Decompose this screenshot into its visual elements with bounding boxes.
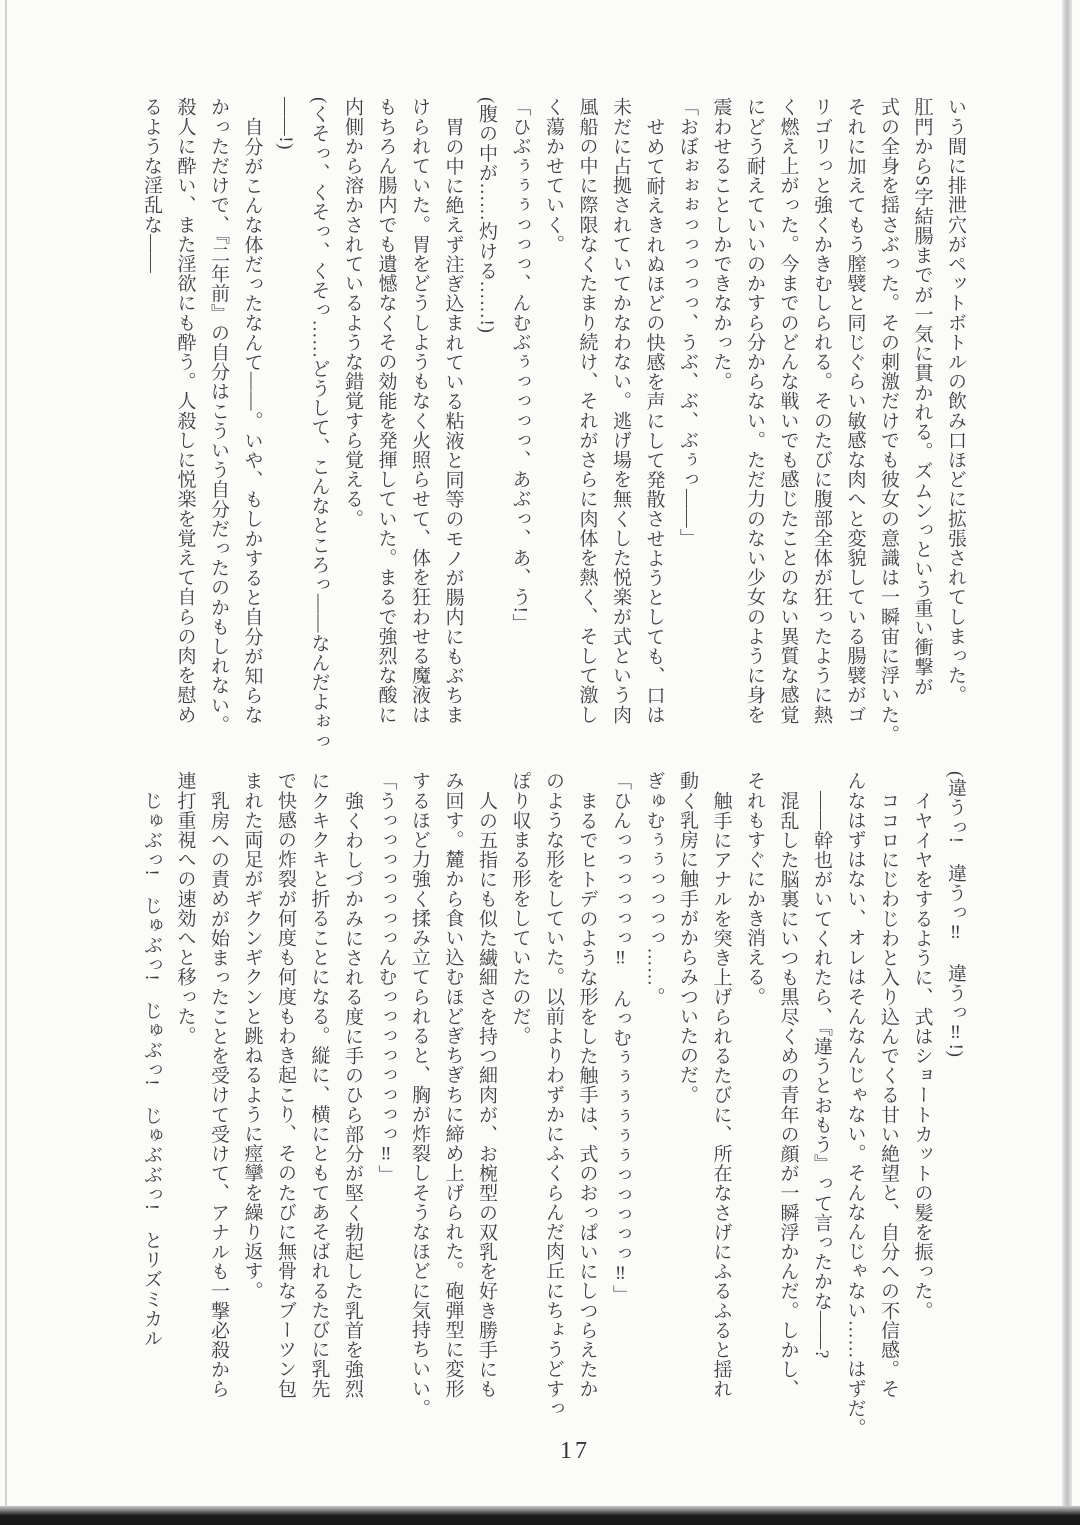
text-line: 「うっっっっっっっんむっっっっっっっっ‼」 (375, 771, 397, 1185)
scan-edge-right (1062, 0, 1072, 1525)
text-line: それもすぐにかき消える。 (744, 771, 765, 1007)
text-line: 殺人に酔い、また淫欲にも酔う。人殺しに悦楽を覚えて自らの肉を慰め (174, 97, 196, 725)
text-line: それに加えてもう膣襞と同じぐらい敏感な肉へと変貌している腸襞がゴ (844, 97, 866, 725)
text-line: 自分がこんな体だったなんて――。いや、もしかすると自分が知らな (241, 117, 263, 725)
text-line: 動く乳房に触手がからみついたのだ。 (677, 771, 698, 1105)
text-line: く燃え上がった。今までのどんな戦いでも感じたことのない異質な感覚 (777, 97, 799, 725)
text-line: (腹の中が……灼ける……!) (476, 97, 497, 334)
text-line: (違うっ! 違うっ‼ 違うっ‼!) (945, 771, 966, 1058)
text-line: 「ひんっっっっっっ‼ んっむぅぅぅぅぅぅっっっっっ‼」 (610, 771, 631, 1305)
text-line: いう間に排泄穴がペットボトルの飲み口ほどに拡張されてしまった。 (945, 97, 966, 705)
text-line: 胃の中に絶えず注ぎ込まれている粘液と同等のモノが腸内にもぶちま (442, 117, 464, 725)
page-number: 17 (560, 1438, 590, 1464)
text-line: 混乱した脳裏にいつも黒尽くめの青年の顔が一瞬浮かんだ。しかし、 (777, 791, 799, 1399)
text-line: じゅぶっ! じゅぶっ! じゅぶっ! じゅぶぶっ! とリズミカル (141, 791, 162, 1348)
text-line: かっただけで、『二年前』の自分はこういう自分だったのかもしれない。 (208, 97, 229, 735)
text-line: 震わせることしかできなかった。 (710, 97, 732, 391)
text-line: み回す。麓から食い込むほどぎちぎちに締め上げられた。砲弾型に変形 (442, 771, 464, 1399)
text-line: イヤイヤをするように、式はショートカットの髪を振った。 (911, 791, 933, 1321)
text-line: るような淫乱な―― (141, 97, 162, 274)
text-line: 触手にアナルを突き上げられるたびに、所在なさげにふるふると揺れ (710, 791, 732, 1399)
text-line: リゴリっと強くかきむしられる。そのたびに腹部全体が狂ったように熱 (811, 97, 832, 725)
text-line: 乳房への責めが始まったことを受けて受けて、アナルも一撃必殺から (208, 791, 229, 1399)
text-line: ぎゅむぅぅっっっっ……。 (643, 771, 665, 1007)
text-line: んなはずはない、オレはそんなんじゃない。そんなんじゃない……はずだ。 (844, 771, 866, 1438)
text-block-top (128, 97, 972, 769)
text-line: 風船の中に際限なくたまり続け、それがさらに肉体を熱く、そして激し (576, 97, 598, 725)
text-line: で快感の炸裂が何度も何度もわき起こり、そのたびに無骨なブーツン包 (275, 771, 296, 1399)
text-line: けられていた。胃をどうしようもなく火照らせて、体を狂わせる魔液は (409, 97, 430, 725)
scan-edge-bottom (0, 1506, 1080, 1525)
text-line: もちろん腸内でも遺憾なくその効能を発揮していた。まるで強烈な酸に (375, 97, 397, 725)
text-line: 連打重視への速効へと移った。 (174, 771, 196, 1046)
scan-edge-left (5, 0, 7, 1525)
text-line: 人の五指にも似た繊細さを持つ細肉が、お椀型の双乳を好き勝手にも (476, 791, 497, 1399)
text-line: 強くわしづかみにされる度に手のひら部分が堅く勃起した乳首を強烈 (342, 791, 363, 1399)
text-line: く蕩かせていく。 (543, 97, 564, 254)
text-line: まるでヒトデのような形をした触手は、式のおっぱいにしつらえたか (576, 791, 598, 1399)
text-line: ココロにじわじわと入り込んでくる甘い絶望と、自分への不信感。そ (878, 791, 899, 1399)
text-line: にクキクキと折ることになる。縦に、横にともてあそばれるたびに乳先 (308, 771, 330, 1399)
text-line: 「おぼぉぉぉっっっっっ、うぶ、ぶ、ぶぅっ――」 (677, 97, 698, 548)
text-line: ぽり収まる形をしていたのだ。 (509, 771, 531, 1046)
text-line: (くそっ、くそっ、くそっ……どうして、こんなところっ――なんだよぉっ (308, 97, 330, 751)
text-line: 「ひぶぅぅぅっっっ、んむぶぅっっっっ、あぶっ、あ、う!」 (509, 97, 531, 634)
text-line: ――!) (275, 97, 296, 151)
text-line: ――幹也がいてくれたら、『違うとおもう』って言ったかな――? (811, 791, 832, 1359)
text-line: にどう耐えていいのかすら分からない。ただ力のない少女のように身を (744, 97, 765, 725)
text-line: せめて耐えきれぬほどの快感を声にして発散させようとしても、口は (643, 117, 665, 725)
text-line: まれた両足がギクンギクンと跳ねるように痙攣を繰り返す。 (241, 771, 263, 1301)
text-line: 式の全身を揺さぶった。その刺激だけでも彼女の意識は一瞬宙に浮いた。 (878, 97, 899, 744)
text-line: 内側から溶かされているような錯覚すら覚える。 (342, 97, 363, 529)
text-line: 肛門からS字結腸までが一気に貫かれる。ズムンっという重い衝撃が (911, 97, 933, 697)
text-line: のような形をしていた。以前よりわずかにふくらんだ肉丘にちょうどすっ (543, 771, 564, 1418)
text-block-bottom (128, 771, 972, 1443)
text-line: 未だに占拠されていてかなわない。逃げ場を無くした悦楽が式という肉 (610, 97, 631, 725)
text-line: するほど力強く揉み立てられると、胸が炸裂しそうなほどに気持ちいい。 (409, 771, 430, 1418)
